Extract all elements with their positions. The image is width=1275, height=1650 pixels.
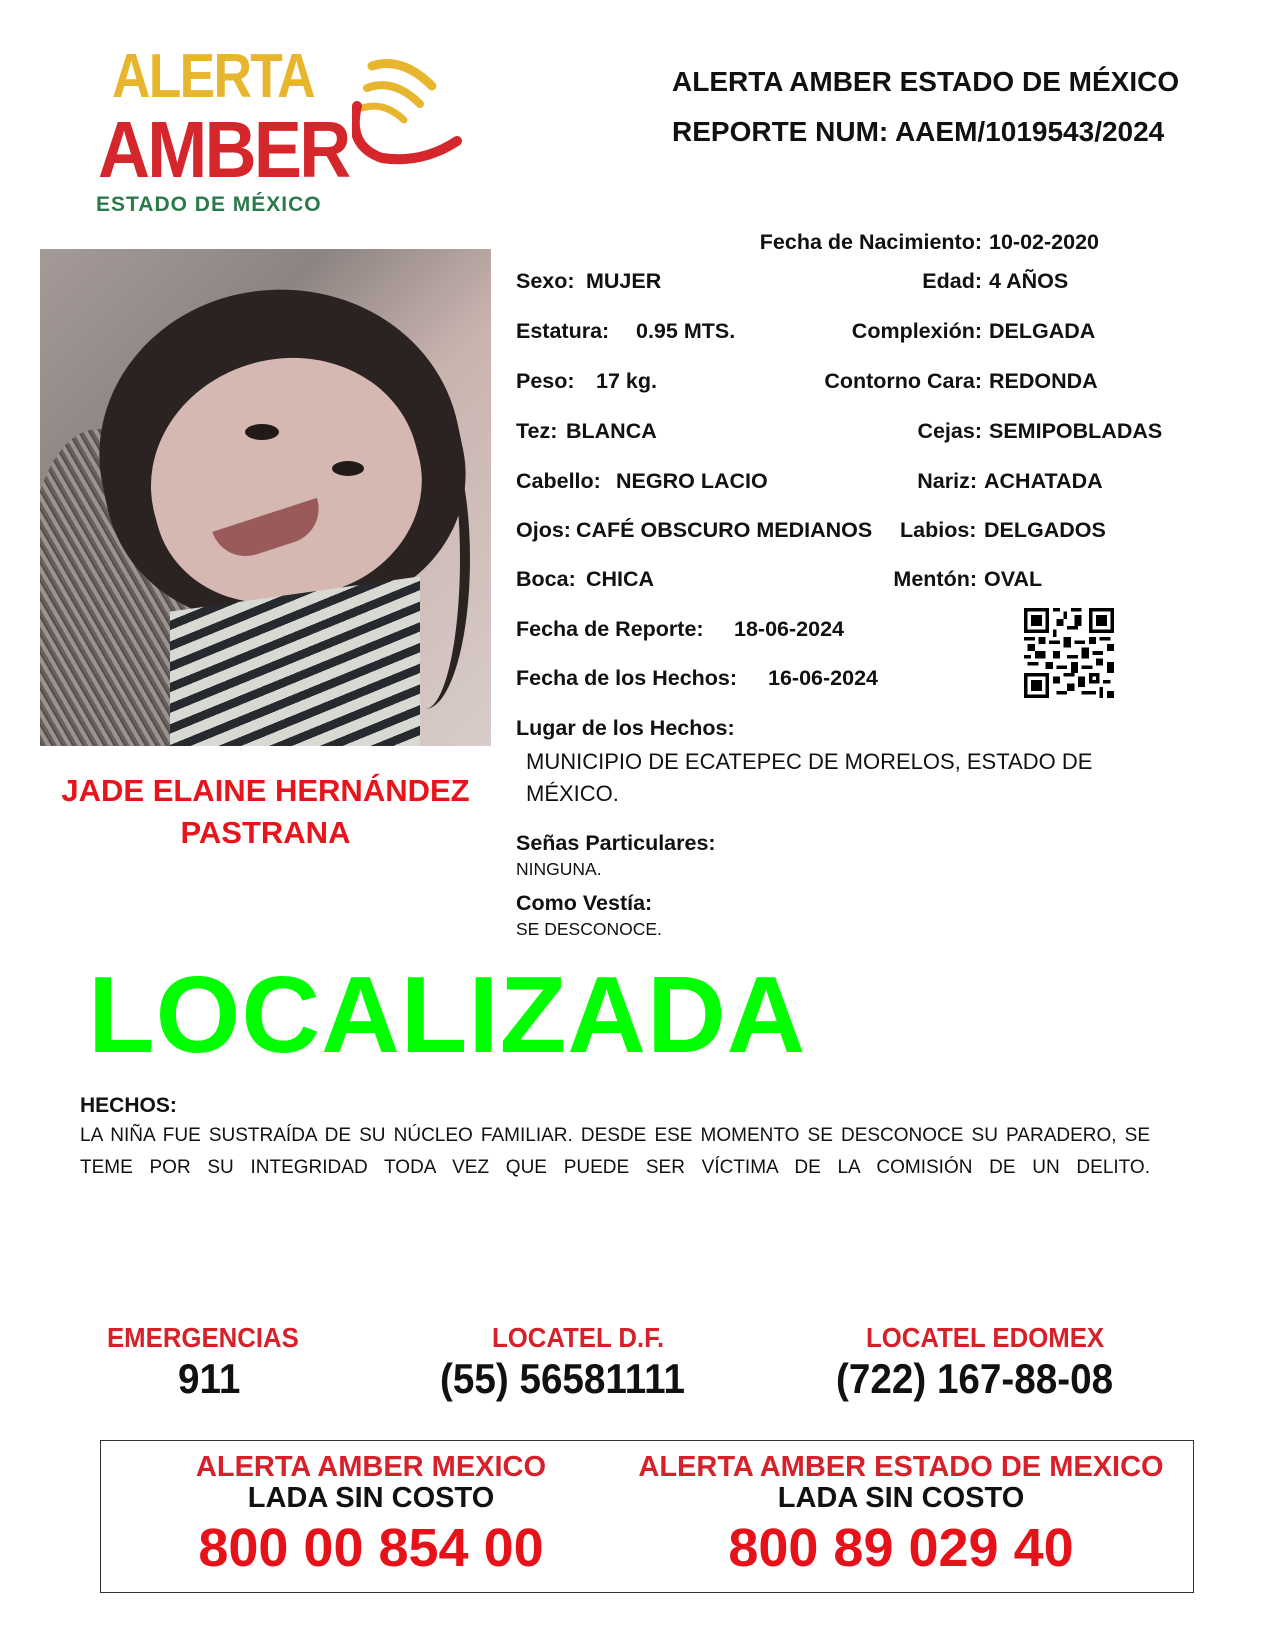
skin-label: Tez:: [516, 419, 558, 443]
nose-value: ACHATADA: [984, 469, 1103, 493]
weight-value: 17 kg.: [596, 369, 657, 393]
hotline-box: [100, 1440, 1194, 1593]
height-label: Estatura:: [516, 319, 610, 343]
logo-line-alerta: ALERTA: [112, 42, 314, 111]
person-name-line2: PASTRANA: [180, 815, 351, 850]
event-date-label: Fecha de los Hechos:: [516, 666, 738, 690]
hair-value: NEGRO LACIO: [616, 469, 768, 493]
contact-locatel-df-label: LOCATEL D.F.: [492, 1322, 665, 1353]
contact-locatel-edomex-label: LOCATEL EDOMEX: [866, 1322, 1105, 1353]
qr-code-icon[interactable]: [1024, 608, 1114, 698]
photo-eye: [245, 424, 279, 440]
hotline-subtitle: LADA SIN COSTO: [777, 1482, 1025, 1514]
place-label: Lugar de los Hechos:: [516, 716, 735, 740]
marks-label: Señas Particulares:: [516, 831, 716, 855]
birth-label: Fecha de Nacimiento:: [759, 230, 982, 254]
build-value: DELGADA: [989, 319, 1096, 343]
lips-label: Labios:: [900, 518, 977, 542]
person-name: [40, 770, 491, 854]
build-label: Complexión:: [851, 319, 982, 343]
age-label: Edad:: [922, 269, 982, 293]
sex-value: MUJER: [586, 269, 662, 293]
hechos-label: HECHOS:: [80, 1094, 177, 1117]
mouth-value: CHICA: [586, 567, 655, 591]
contact-locatel-df-number[interactable]: (55) 56581111: [440, 1355, 685, 1402]
contact-locatel-edomex-number[interactable]: (722) 167-88-08: [836, 1355, 1114, 1402]
logo-signal-icon: [352, 46, 462, 186]
contact-emergencias-label: EMERGENCIAS: [107, 1322, 299, 1353]
clothing-label: Como Vestía:: [516, 891, 653, 915]
nose-label: Nariz:: [917, 469, 977, 493]
hechos-text: LA NIÑA FUE SUSTRAÍDA DE SU NÚCLEO FAMILIAR. DESDE ESE MOMENTO SE DESCONOCE SU PARADERO, SE TEME POR SU INTEGRIDAD TODA VEZ QUE PUEDE SER VÍCTIMA DE LA COMISIÓN DE UN DELITO.: [80, 1125, 1150, 1178]
chin-label: Mentón:: [893, 567, 977, 591]
face-label: Contorno Cara:: [824, 369, 982, 393]
status-watermark: LOCALIZADA: [88, 954, 807, 1076]
age-value: 4 AÑOS: [989, 269, 1069, 293]
hotline-amber-edomex: [621, 1451, 1181, 1579]
birth-value: 10-02-2020: [989, 230, 1099, 254]
hotline-number[interactable]: 800 89 029 40: [728, 1518, 1074, 1578]
hair-label: Cabello:: [516, 469, 601, 493]
lips-value: DELGADOS: [984, 518, 1106, 542]
photo-eye: [332, 461, 364, 476]
logo-line-estado: ESTADO DE MÉXICO: [96, 193, 322, 216]
contact-emergencias-number[interactable]: 911: [178, 1355, 241, 1402]
report-date-label: Fecha de Reporte:: [516, 617, 704, 641]
header-title: ALERTA AMBER ESTADO DE MÉXICO: [672, 66, 1180, 97]
report-date-value: 18-06-2024: [734, 617, 844, 641]
height-value: 0.95 MTS.: [636, 319, 736, 343]
eyes-value: CAFÉ OBSCURO MEDIANOS: [576, 518, 873, 542]
place-value: MUNICIPIO DE ECATEPEC DE MORELOS, ESTADO DE MÉXICO.: [526, 749, 1093, 806]
hotline-amber-mexico: [161, 1451, 581, 1579]
clothing-value: SE DESCONOCE.: [516, 919, 662, 939]
skin-value: BLANCA: [566, 419, 657, 443]
report-number: REPORTE NUM: AAEM/1019543/2024: [672, 116, 1165, 147]
person-name-line1: JADE ELAINE HERNÁNDEZ: [61, 773, 470, 808]
event-date-value: 16-06-2024: [768, 666, 878, 690]
hotline-number[interactable]: 800 00 854 00: [198, 1518, 544, 1578]
hotline-title: ALERTA AMBER ESTADO DE MEXICO: [638, 1451, 1164, 1483]
eyebrows-label: Cejas:: [917, 419, 982, 443]
sex-label: Sexo:: [516, 269, 575, 293]
missing-person-photo: [40, 249, 491, 746]
eyes-label: Ojos:: [516, 518, 571, 542]
eyebrows-value: SEMIPOBLADAS: [989, 419, 1163, 443]
mouth-label: Boca:: [516, 567, 576, 591]
hotline-title: ALERTA AMBER MEXICO: [195, 1451, 547, 1483]
hotline-subtitle: LADA SIN COSTO: [247, 1482, 495, 1514]
alerta-amber-logo: [90, 42, 430, 216]
face-value: REDONDA: [989, 369, 1098, 393]
logo-line-amber: AMBER: [98, 105, 349, 194]
marks-value: NINGUNA.: [516, 859, 602, 879]
weight-label: Peso:: [516, 369, 575, 393]
chin-value: OVAL: [984, 567, 1043, 591]
